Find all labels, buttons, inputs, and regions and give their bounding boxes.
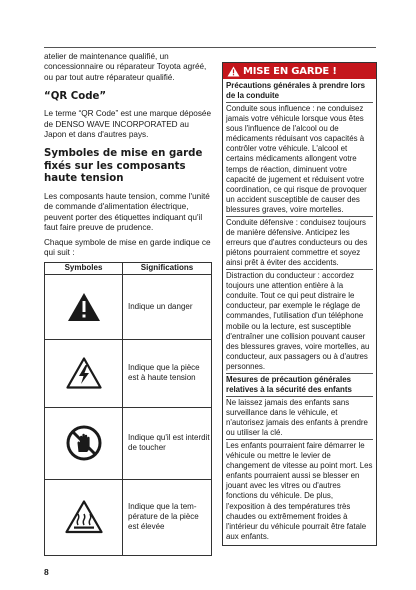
meaning-high-voltage: Indique que la pièce est à haute tension: [123, 339, 212, 407]
symbols-heading: Symboles de mise en garde fixés sur les composants haute tension: [44, 148, 203, 185]
intro-paragraph: atelier de maintenance qualifié, un concessionnaire ou réparateur Toyota agréé, ou par tout autre réparateur qualifié.: [44, 52, 207, 82]
divider: [226, 439, 373, 440]
divider: [226, 216, 373, 217]
child-safety-heading: Mesures de précaution générales relatives à la sécurité des enfants: [226, 374, 352, 394]
driving-under-influence-text: Conduite sous influence : ne conduisez jamais votre véhicule lorsque vous êtes sous l'influence de l'alcool ou de médicaments réduisant vos capacités à contrôler votre véhicule. L'alcool et certains médicaments allongent votre temps de réaction, diminuent votre capacité de jugement et réduisent votre coordination, ce qui risque de provoquer un accident susceptible de causer des blessures graves, voire mortelles.: [226, 103, 367, 214]
table-header-meanings: Significations: [123, 263, 212, 274]
symbols-paragraph-2: Chaque symbole de mise en garde indique ce qui suit :: [44, 237, 211, 257]
child-safety-text-1: Ne laissez jamais des enfants sans surveillance dans le véhicule, et n'autorisez jamais des enfants à prendre ou utiliser la clé.: [226, 397, 368, 438]
table-row: [45, 479, 212, 555]
divider: [226, 373, 373, 374]
symbols-table: [44, 262, 212, 555]
table-row: [45, 339, 212, 407]
top-rule: [44, 47, 376, 48]
defensive-driving-text: Conduite défensive : conduisez toujours de manière défensive. Anticipez les erreurs que d'autres conducteurs ou des piétons pourraient commettre et soyez ainsi prêt à éviter des accidents.: [226, 217, 368, 268]
symbols-paragraph-1: Les composants haute tension, comme l'unité de commande d'alimentation électrique, peuvent porter des étiquettes indiquant qu'il faut faire preuve de prudence.: [44, 191, 210, 233]
high-voltage-icon: [66, 357, 102, 389]
table-row: [45, 407, 212, 479]
left-column: [44, 52, 212, 556]
table-row: [45, 274, 212, 339]
child-safety-text-2: Les enfants pourraient faire démarrer le véhicule ou mettre le levier de changement de vitesse au point mort. Les enfants pourraient aussi se blesser en jouant avec les vitres ou d'autres fonctions du véhicule. De plus, l'exposition à des températures très chaudes ou extrêmement froides à l'intérieur du véhicule pourrait être fatale aux enfants.: [226, 440, 373, 541]
divider: [226, 396, 373, 397]
qr-code-text: Le terme “QR Code” est une marque déposée de DENSO WAVE INCORPORATED au Japon et dans d'autres pays.: [44, 109, 212, 140]
meaning-danger: Indique un danger: [123, 274, 212, 339]
warning-triangle-icon: [67, 292, 101, 322]
table-header-row: [45, 263, 212, 274]
warning-banner-title: MISE EN GARDE !: [243, 65, 337, 77]
driver-distraction-text: Distraction du conducteur : accordez toujours une attention entière à la conduite. Tout ce qui peut distraire le conducteur, par exemple le réglage de commandes, l'utilisation d'un téléphone mobile ou la lecture, est susceptible d'entraîner une collision pouvant causer des blessures graves, voire mortelles, au conducteur, aux passagers ou à d'autres personnes.: [226, 271, 370, 371]
table-header-symbols: Symboles: [45, 263, 123, 274]
qr-code-heading: “QR Code”: [44, 91, 107, 103]
divider: [226, 269, 373, 270]
hot-surface-icon: [65, 500, 103, 534]
page-number: 8: [44, 567, 49, 577]
driving-precautions-heading: Précautions générales à prendre lors de la conduite: [226, 81, 366, 101]
warning-body: [223, 79, 376, 545]
meaning-no-touch: Indique qu'il est interdit de toucher: [123, 407, 212, 479]
warning-banner: [223, 63, 376, 79]
warning-triangle-icon: [227, 66, 240, 77]
meaning-hot-surface: Indique que la tem-pérature de la pièce est élevée: [123, 479, 212, 555]
warning-box: [222, 62, 377, 546]
divider: [226, 102, 373, 103]
no-touch-icon: [66, 425, 102, 461]
